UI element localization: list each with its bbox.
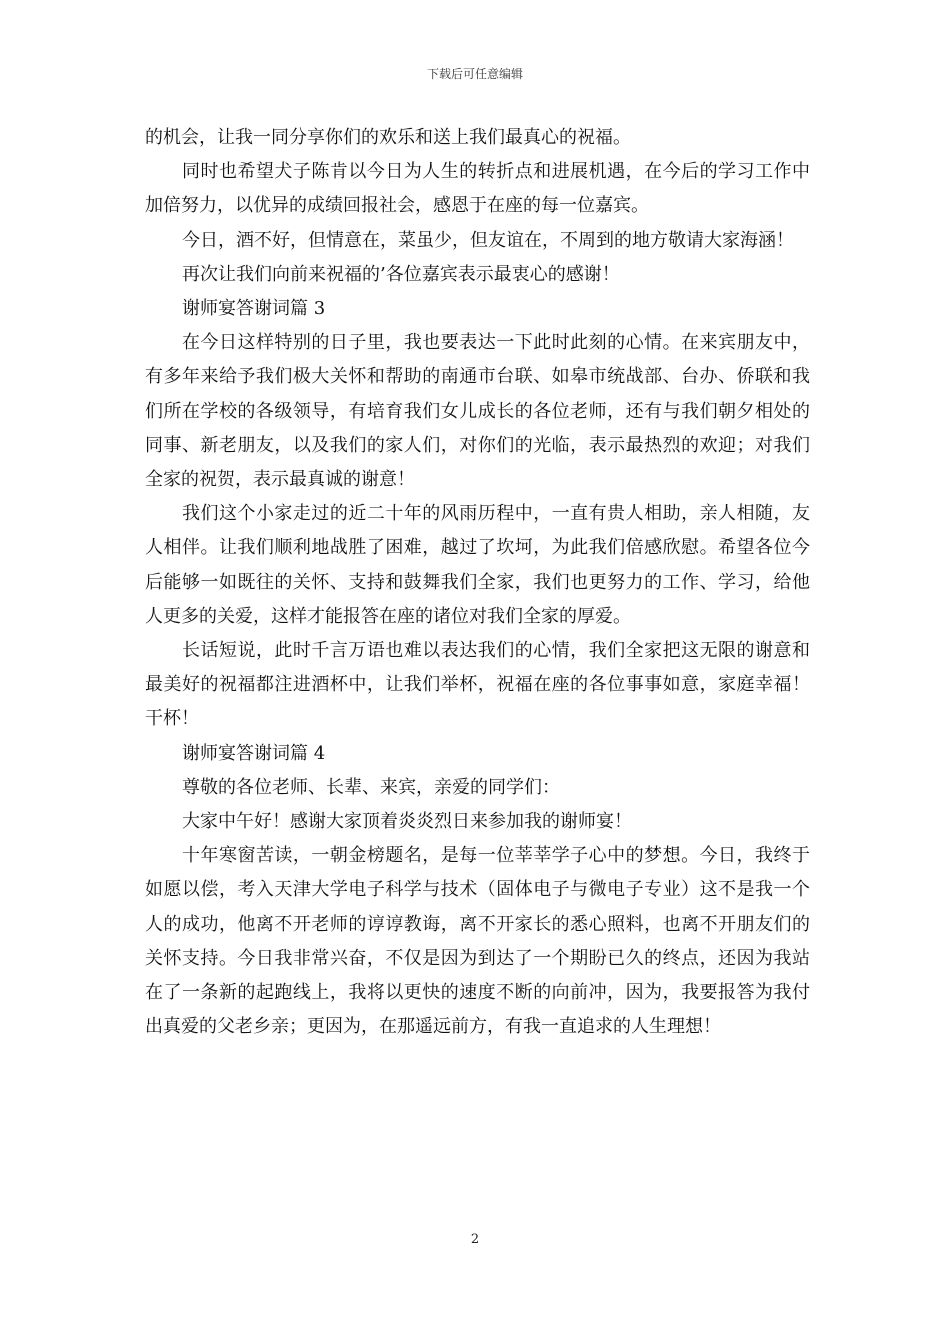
salutation: 尊敬的各位老师、长辈、来宾，亲爱的同学们：	[182, 776, 560, 798]
paragraph-4: 再次让我们向前来祝福的’各位嘉宾表示最衷心的感谢！	[182, 263, 620, 285]
greeting: 大家中午好！感谢大家顶着炎炎烈日来参加我的谢师宴！	[182, 811, 632, 833]
section-heading-3: 谢师宴答谢词篇 3	[182, 298, 326, 320]
document-body	[145, 121, 810, 1044]
paragraph-7: 我们这个小家走过的近二十年的风雨历程中，一直有贵人相助，亲人相随，友人相伴。让我们顺利地战胜了困难，越过了坎坷，为此我们倍感欣慰。希望各位今后能够一如既往的关怀、支持和鼓舞我们全家，我们也更努力的工作、学习，给他人更多的关爱，这样才能报答在座的诸位对我们全家的厚爱。	[145, 503, 810, 627]
paragraph-2: 同时也希望犬子陈肯以今日为人生的转折点和进展机遇，在今后的学习工作中加倍努力，以优异的成绩回报社会，感恩于在座的每一位嘉宾。	[145, 161, 810, 217]
paragraph-8: 长话短说，此时千言万语也难以表达我们的心情，我们全家把这无限的谢意和最美好的祝福都注进酒杯中，让我们举杯，祝福在座的各位事事如意，家庭幸福！干杯！	[145, 640, 810, 730]
paragraph-6: 在今日这样特别的日子里，我也要表达一下此时此刻的心情。在来宾朋友中，有多年来给予我们极大关怀和帮助的南通市台联、如皋市统战部、台办、侨联和我们所在学校的各级领导，有培育我们女儿成长的各位老师，还有与我们朝夕相处的同事、新老朋友，以及我们的家人们，对你们的光临，表示最热烈的欢迎；对我们全家的祝贺，表示最真诚的谢意！	[145, 332, 810, 491]
paragraph-3: 今日，酒不好，但情意在，菜虽少，但友谊在，不周到的地方敬请大家海涵！	[182, 229, 794, 251]
page-header: 下载后可任意编辑	[426, 67, 523, 81]
section-heading-4: 谢师宴答谢词篇 4	[182, 742, 326, 764]
page-number: 2	[470, 1232, 480, 1247]
paragraph-12: 十年寒窗苦读，一朝金榜题名，是每一位莘莘学子心中的梦想。今日，我终于如愿以偿，考入天津大学电子科学与技术（固体电子与微电子专业）这不是我一个人的成功，他离不开老师的谆谆教诲，离不开家长的悉心照料，也离不开朋友们的关怀支持。今日我非常兴奋，不仅是因为到达了一个期盼已久的终点，还因为我站在了一条新的起跑线上，我将以更快的速度不断的向前冲，因为，我要报答为我付出真爱的父老乡亲；更因为，在那遥远前方，有我一直追求的人生理想！	[145, 845, 810, 1038]
paragraph-1: 的机会，让我一同分享你们的欢乐和送上我们最真心的祝福。	[145, 127, 631, 148]
